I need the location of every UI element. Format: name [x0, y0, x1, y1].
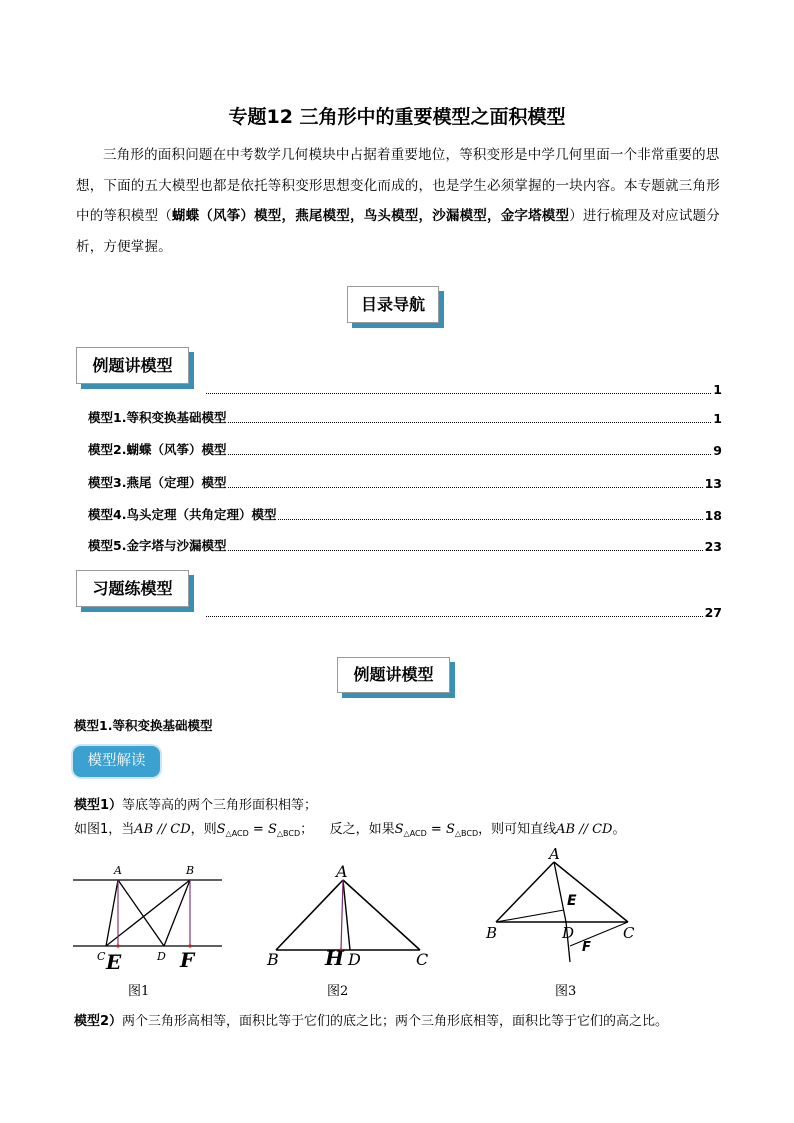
height-ah — [341, 880, 343, 950]
toc-item-label: 模型4.鸟头定理（共角定理）模型 — [88, 507, 277, 522]
fig2-label-c: C — [416, 950, 429, 969]
figure-3 — [488, 850, 638, 985]
point-e — [116, 944, 119, 947]
toc-dots — [228, 486, 702, 488]
line2-s2-sub: △BCD — [276, 829, 301, 838]
section-box — [337, 657, 450, 693]
line2-ab-cd: AB // CD — [134, 822, 191, 837]
line2-s3-sub: △ACD — [403, 829, 427, 838]
model2-text: 两个三角形高相等，面积比等于它们的底之比；两个三角形底相等，面积比等于它们的高之比。 — [122, 1014, 669, 1029]
toc-item-label: 模型2.蝴蝶（风筝）模型 — [88, 442, 227, 457]
seg-ad — [118, 880, 164, 946]
fig3-caption: 图3 — [555, 984, 577, 999]
fig3-label-d: D — [562, 924, 575, 942]
toc-item-label: 模型3.燕尾（定理）模型 — [88, 475, 227, 490]
fig1-caption: 图1 — [128, 984, 150, 999]
fig2-label-b: B — [267, 950, 279, 969]
figure-1 — [70, 862, 230, 977]
model-heading: 模型1.等积变换基础模型 — [74, 718, 213, 733]
intro-text-2: ）进行梳理及对应试题分析，方便掌握。 — [76, 208, 720, 255]
fig3-label-b: B — [486, 924, 498, 942]
toc-section1-line[interactable] — [204, 382, 722, 397]
line2-b: ，则 — [190, 822, 217, 837]
fig2-label-a: A — [336, 862, 348, 881]
toc-section2-line[interactable] — [204, 605, 722, 620]
line2-c: ； 反之，如果 — [300, 822, 395, 837]
fig2-label-h: H — [325, 946, 344, 970]
model1-line — [74, 794, 317, 813]
toc-item-label: 模型5.金字塔与沙漏模型 — [88, 538, 227, 553]
toc-item-page: 9 — [713, 443, 722, 458]
fig1-label-a: A — [114, 864, 122, 877]
toc-dots — [278, 518, 702, 520]
fig2-label-d: D — [348, 950, 361, 969]
toc-item-4[interactable] — [88, 505, 722, 523]
line2-ab-cd2: AB // CD — [556, 822, 613, 837]
line2-s4: S — [445, 822, 455, 837]
toc-section1-label: 例题讲模型 — [92, 356, 173, 375]
toc-item-3[interactable] — [88, 473, 722, 491]
toc-section2-box[interactable] — [76, 570, 189, 607]
fig2-caption: 图2 — [327, 984, 349, 999]
toc-item-page: 18 — [704, 508, 722, 523]
seg-ab — [276, 880, 343, 950]
seg-ac — [343, 880, 420, 950]
model-interpretation-pill: 模型解读 — [73, 746, 160, 777]
fig3-label-a: A — [549, 845, 560, 863]
section-box-label: 例题讲模型 — [353, 665, 434, 684]
toc-item-page: 1 — [713, 411, 722, 426]
height-cf — [570, 922, 628, 946]
nav-title-box — [347, 286, 439, 323]
line2-e: 。 — [612, 822, 626, 837]
toc-section1-box[interactable] — [76, 347, 189, 384]
fig1-label-e: E — [106, 950, 122, 974]
toc-item-page: 23 — [704, 539, 722, 554]
toc-dots — [228, 549, 702, 551]
condition-line — [74, 818, 625, 838]
line2-eq2: = — [426, 822, 446, 837]
intro-bold-models: 蝴蝶（风筝）模型，燕尾模型，鸟头模型，沙漏模型，金字塔模型 — [171, 208, 570, 224]
toc-section2-page: 27 — [704, 605, 722, 620]
line2-s1-sub: △ACD — [225, 829, 249, 838]
line2-d: ，则可知直线 — [478, 822, 557, 837]
seg-ac — [554, 862, 628, 922]
toc-dots — [206, 392, 711, 394]
toc-dots — [228, 453, 711, 455]
fig3-label-f: F — [582, 940, 591, 955]
fig1-label-c: C — [97, 950, 106, 963]
nav-title: 目录导航 — [360, 295, 425, 314]
page-title: 专题12 三角形中的重要模型之面积模型 — [228, 106, 566, 128]
toc-section1-page: 1 — [713, 382, 722, 397]
fig1-label-b: B — [186, 864, 195, 877]
toc-dots — [228, 421, 711, 423]
fig3-label-c: C — [623, 924, 635, 942]
seg-ad — [343, 880, 350, 950]
intro-text-1: 三角形的面积问题在中考数学几何模块中占据着重要地位，等积变形是中学几何里面一个非常重要的思想，下面的五大模型也都是依托等积变形思想变化而成的，也是学生必须掌握的一块内容。本专题就三角形中的等积模型（ — [76, 147, 720, 224]
line2-s4-sub: △BCD — [454, 829, 479, 838]
toc-dots — [206, 615, 703, 617]
model1-text: 等底等高的两个三角形面积相等； — [122, 798, 318, 813]
line2-s1: S — [216, 822, 226, 837]
fig3-label-e: E — [567, 893, 577, 909]
intro-paragraph — [76, 140, 720, 262]
line2-eq: = — [248, 822, 268, 837]
model2-label: 模型2） — [74, 1014, 123, 1029]
fig1-label-d: D — [157, 950, 166, 963]
line2-s2: S — [267, 822, 277, 837]
toc-section2-label: 习题练模型 — [92, 579, 173, 598]
seg-ac — [106, 880, 118, 946]
toc-item-5[interactable] — [88, 536, 722, 554]
fig1-label-f: F — [180, 948, 195, 972]
toc-item-2[interactable] — [88, 440, 722, 458]
figure-2 — [266, 870, 436, 960]
toc-item-1[interactable] — [88, 408, 722, 426]
toc-item-label: 模型1.等积变换基础模型 — [88, 410, 227, 425]
model2-line — [74, 1010, 668, 1029]
line2-s3: S — [394, 822, 404, 837]
line2-a: 如图1，当 — [74, 822, 135, 837]
toc-item-page: 13 — [704, 476, 722, 491]
model1-label: 模型1） — [74, 798, 123, 813]
